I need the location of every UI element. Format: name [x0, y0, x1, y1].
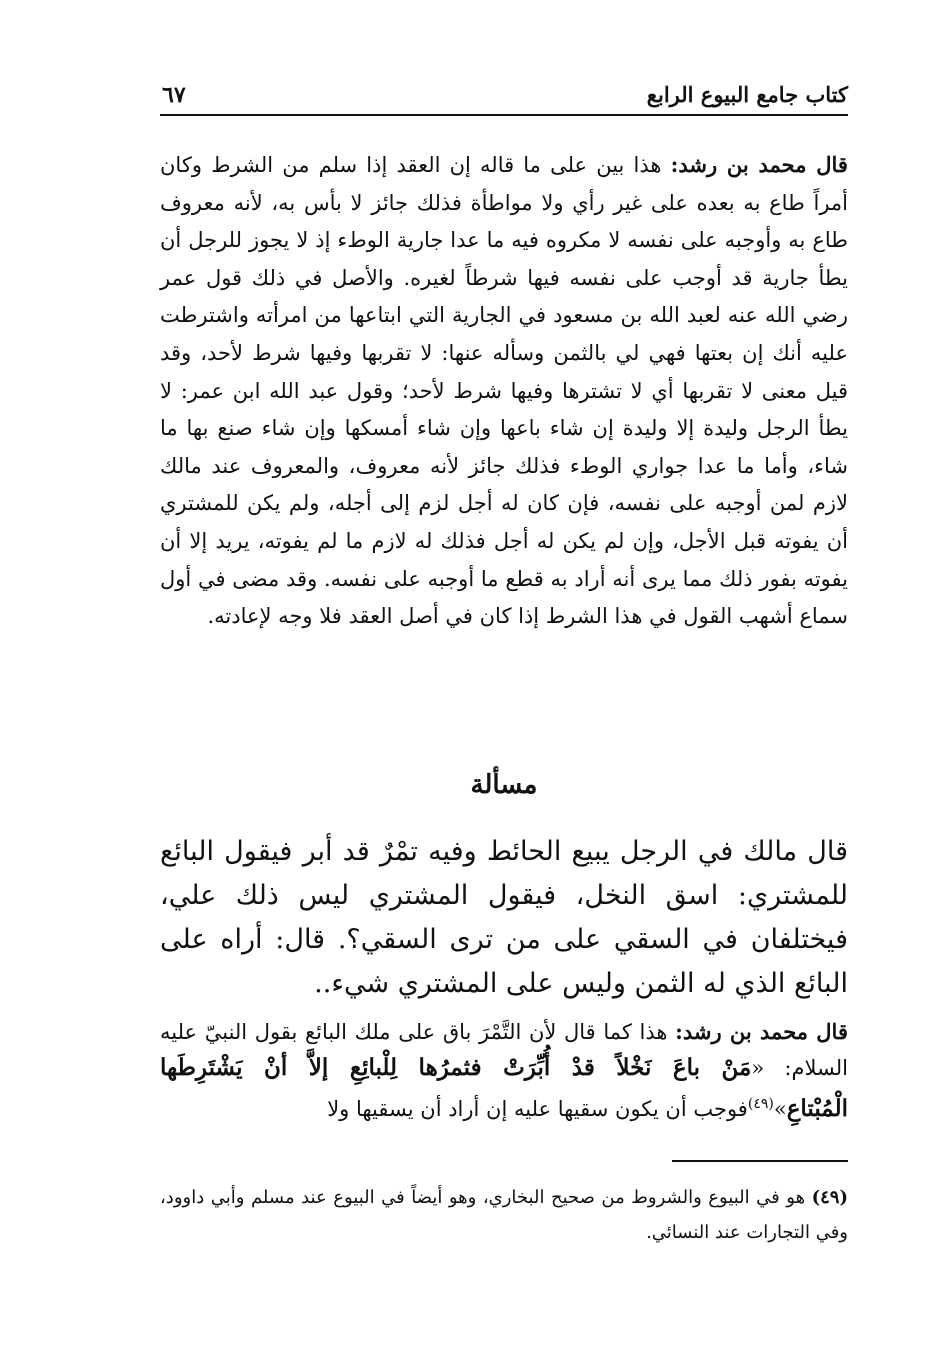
answer-text-start: هذا كما قال لأن التَّمْرَ باق على ملك البائع بقول النبيّ عليه السلام: «: [160, 1020, 848, 1080]
hadith-quote: مَنْ باعَ نَخْلاً قدْ أُبِّرَتْ فثمرُها لِلْبائِعِ إلاَّ أنْ يَشْتَرِطَها الْمُبْتاعِ: [160, 1054, 848, 1122]
section-heading: مسألة: [470, 770, 538, 800]
question-text: قال مالك في الرجل يبيع الحائط وفيه تمْرٌ قد أبر فيقول البائع للمشتري: اسق النخل، فيقول المشتري ليس ذلك علي، فيختلفان في السقي على من ترى السقي؟. قال: أراه على البائع الذي له الثمن وليس على المشتري شيء..: [160, 836, 848, 999]
speaker-label: قال محمد بن رشد:: [675, 1019, 848, 1044]
commentary-text: هذا بين على ما قاله إن العقد إذا سلم من الشرط وكان أمراً طاع به بعده على غير رأي ولا مواطأة فذلك جائز لا بأس به، لأنه معروف طاع به وأوجبه على نفسه لا مكروه فيه ما عدا جارية الوطء إذ لا يجوز للرجل أن يطأ جارية قد أوجب على نفسه فيها شرطاً لغيره. والأصل في ذلك قول عمر رضي الله عنه لعبد الله بن مسعود في الجارية التي ابتاعها من امرأته واشترطت عليه أنك إن بعتها فهي لي بالثمن وسأله عنها: لا تقربها وفيها شرط لأحد، وقد قيل معنى لا تقربها أي لا تشترها وفيها شرط لأحد؛ وقول عبد الله ابن عمر: لا يطأ الرجل وليدة إلا وليدة إن شاء باعها وإن شاء أمسكها وإن شاء صنع بها ما شاء، وأما ما عدا جواري الوطء فذلك جائز لأنه معروف، والمعروف عند مالك لازم لمن أوجبه على نفسه، فإن كان له أجل لزم إلى أجله، ولم يكن للمشتري أن يفوته قبل الأجل، وإن لم يكن له أجل فذلك له لازم ما لم يفوته، يريد إلا أن يفوته بفور ذلك مما يرى أنه أراد به قطع ما أوجبه على نفسه. وقد مضى في أول سماع أشهب القول في هذا الشرط إذا كان في أصل العقد فلا وجه لإعادته.: [160, 153, 848, 629]
quote-close: »: [773, 1097, 787, 1121]
footnote-number: (٤٩): [811, 1187, 848, 1208]
commentary-paragraph: [160, 146, 848, 636]
footnote: [160, 1180, 848, 1250]
footnote-divider: [672, 1160, 848, 1162]
footnote-text: هو في البيوع والشروط من صحيح البخاري، وهو أيضاً في البيوع عند مسلم وأبي داوود، وفي التجارات عند النسائي.: [160, 1187, 848, 1243]
page-number: ٦٧: [162, 82, 186, 108]
answer-paragraph: [160, 1014, 848, 1127]
page-header: [160, 80, 848, 116]
answer-text-end: فوجب أن يكون سقيها عليه إن أراد أن يسقيها ولا: [327, 1097, 748, 1121]
running-title: كتاب جامع البيوع الرابع: [646, 82, 848, 107]
footnote-reference: (٤٩): [747, 1096, 774, 1112]
question-paragraph: [160, 830, 848, 1006]
speaker-label: قال محمد بن رشد:: [670, 152, 848, 177]
